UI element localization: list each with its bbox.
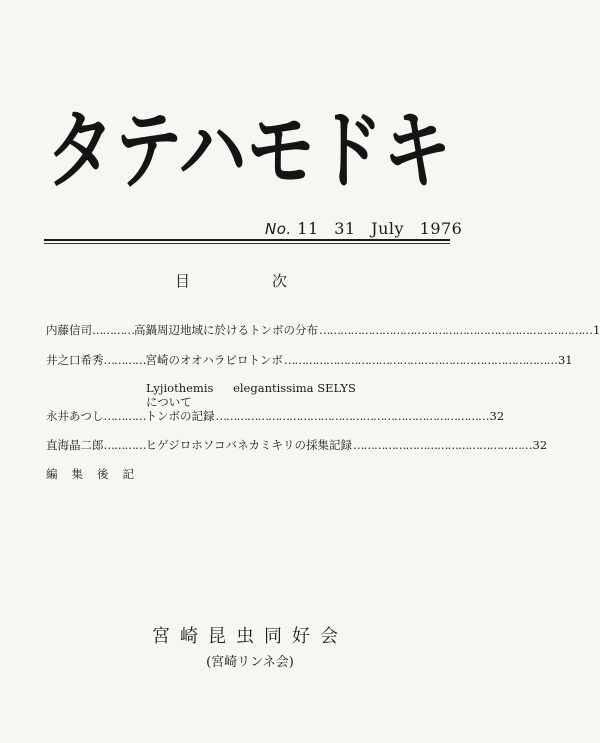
journal-title-text: タテハモドキ	[46, 101, 451, 201]
toc-article-subtitle	[146, 381, 356, 395]
header-rule	[44, 239, 450, 241]
toc-author: 井之口希秀	[46, 353, 104, 367]
publisher-alias: (宮崎リンネ会)	[206, 655, 294, 670]
leader-dots: …………	[92, 323, 134, 337]
leader-dots: ……………………………………………………………………	[215, 409, 489, 423]
toc-heading-right: 次	[272, 272, 288, 290]
species-genus: Lyjiothemis	[146, 381, 214, 395]
issue-number: 11	[297, 219, 319, 238]
issue-month: July	[371, 219, 405, 238]
issue-line	[265, 219, 462, 238]
toc-entry	[46, 408, 505, 424]
editors-note: 編集後記	[46, 467, 148, 481]
leader-dots: ……………………………………………	[353, 438, 532, 452]
toc-entry	[46, 322, 600, 338]
publisher-name: 宮崎昆虫同好会	[152, 626, 348, 647]
species-epithet: elegantissima	[233, 381, 314, 395]
toc-page-number: 32	[532, 438, 548, 452]
toc-author: 直海晶二郎	[46, 438, 104, 452]
journal-title	[46, 92, 456, 202]
header-rule-thin	[44, 243, 450, 244]
toc-author: 内藤信司	[46, 323, 92, 337]
toc-heading-left: 目	[175, 272, 191, 290]
toc-author: 永井あつし	[46, 409, 104, 423]
leader-dots: …………	[103, 438, 146, 452]
issue-no-label: No.	[265, 220, 292, 238]
toc-page-number: 32	[489, 409, 505, 423]
toc-page-number: 31	[557, 353, 573, 367]
toc-entry	[46, 437, 548, 453]
leader-dots: ……………………………………………………………………	[283, 353, 557, 367]
leader-dots: …………	[103, 409, 146, 423]
species-author: SELYS	[317, 381, 356, 395]
toc-article-title: トンボの記録	[145, 409, 215, 423]
issue-year: 1976	[419, 219, 463, 238]
toc-article-title: ヒゲジロホソコバネカミキリの採集記録	[145, 438, 353, 452]
toc-article-title: 宮崎のオオハラビロトンボ	[145, 353, 283, 367]
leader-dots: ……………………………………………………………………	[319, 323, 592, 337]
toc-article-title: 高鍋周辺地域に於けるトンボの分布	[134, 323, 318, 337]
toc-article-subtitle-2: について	[146, 395, 192, 409]
toc-page-number: 1	[593, 323, 600, 337]
leader-dots: …………	[103, 353, 146, 367]
toc-entry	[46, 352, 573, 368]
issue-day: 31	[334, 219, 356, 238]
